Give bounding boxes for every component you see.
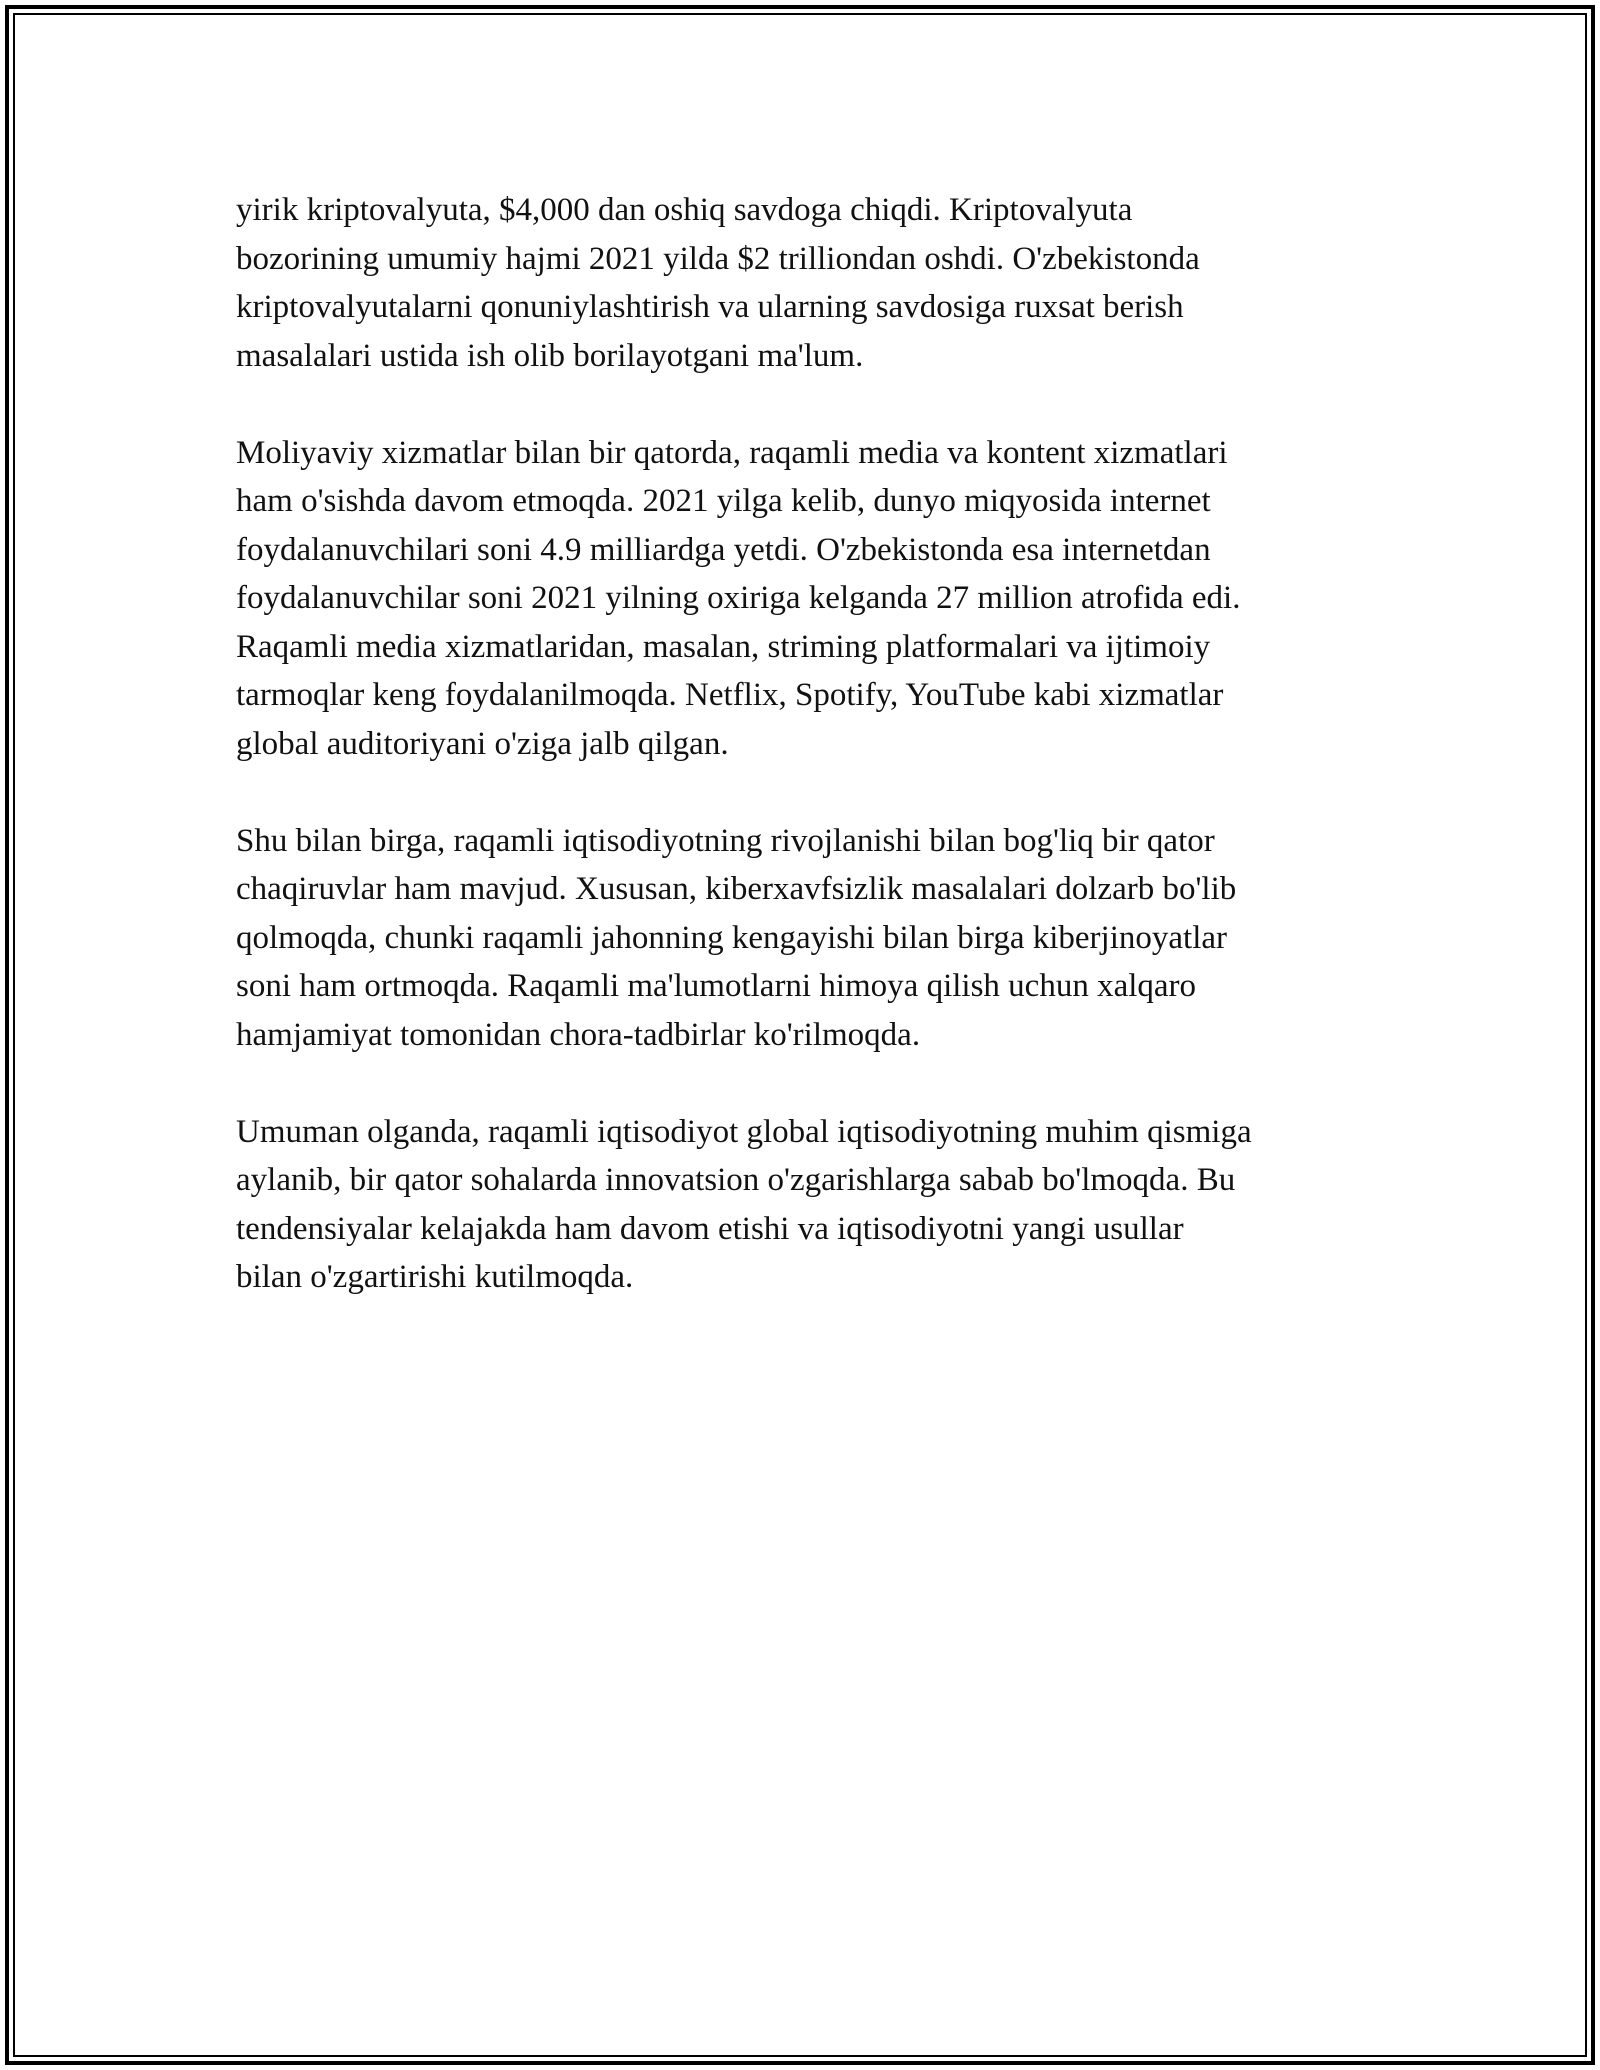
text-line: Shu bilan birga, raqamli iqtisodiyotning rivojlanishi bilan bog'liq bir qator xyxy=(236,822,1215,859)
text-line: bilan o'zgartirishi kutilmoqda. xyxy=(236,1259,634,1295)
text-line: bozorining umumiy hajmi 2021 yilda $2 trilliondan oshdi. O'zbekistonda xyxy=(236,240,1200,277)
text-line: hamjamiyat tomonidan chora-tadbirlar ko'rilmoqda. xyxy=(236,1016,921,1053)
text-line: masalalari ustida ish olib borilayotgani ma'lum. xyxy=(236,337,864,374)
document-body xyxy=(236,186,1376,1350)
text-line: Moliyaviy xizmatlar bilan bir qatorda, raqamli media va kontent xizmatlari xyxy=(236,434,1228,471)
text-line: yirik kriptovalyuta, $4,000 dan oshiq savdoga chiqdi. Kriptovalyuta xyxy=(236,192,1133,228)
text-line: chaqiruvlar ham mavjud. Xususan, kiberxavfsizlik masalalari dolzarb bo'lib xyxy=(236,871,1237,907)
paragraph-digital-media xyxy=(236,429,1376,769)
text-line: kriptovalyutalarni qonuniylashtirish va ularning savdosiga ruxsat berish xyxy=(236,289,1184,325)
paragraph-cybersecurity xyxy=(236,817,1376,1060)
text-line: soni ham ortmoqda. Raqamli ma'lumotlarni himoya qilish uchun xalqaro xyxy=(236,968,1197,1004)
text-line: foydalanuvchilari soni 4.9 milliardga yetdi. O'zbekistonda esa internetdan xyxy=(236,531,1211,568)
text-line: qolmoqda, chunki raqamli jahonning kengayishi bilan birga kiberjinoyatlar xyxy=(236,919,1227,956)
text-line: Umuman olganda, raqamli iqtisodiyot global iqtisodiyotning muhim qismiga xyxy=(236,1113,1252,1150)
text-line: tarmoqlar keng foydalanilmoqda. Netflix, Spotify, YouTube kabi xizmatlar xyxy=(236,677,1224,713)
text-line: global auditoriyani o'ziga jalb qilgan. xyxy=(236,725,729,762)
text-line: Raqamli media xizmatlaridan, masalan, striming platformalari va ijtimoiy xyxy=(236,628,1211,665)
text-line: ham o'sishda davom etmoqda. 2021 yilga kelib, dunyo miqyosida internet xyxy=(236,483,1211,519)
text-line: aylanib, bir qator sohalarda innovatsion o'zgarishlarga sabab bo'lmoqda. Bu xyxy=(236,1162,1236,1198)
text-line: foydalanuvchilar soni 2021 yilning oxiriga kelganda 27 million atrofida edi. xyxy=(236,580,1241,616)
text-line: tendensiyalar kelajakda ham davom etishi va iqtisodiyotni yangi usullar xyxy=(236,1210,1184,1247)
paragraph-conclusion xyxy=(236,1108,1376,1302)
paragraph-cryptocurrency xyxy=(236,186,1376,380)
